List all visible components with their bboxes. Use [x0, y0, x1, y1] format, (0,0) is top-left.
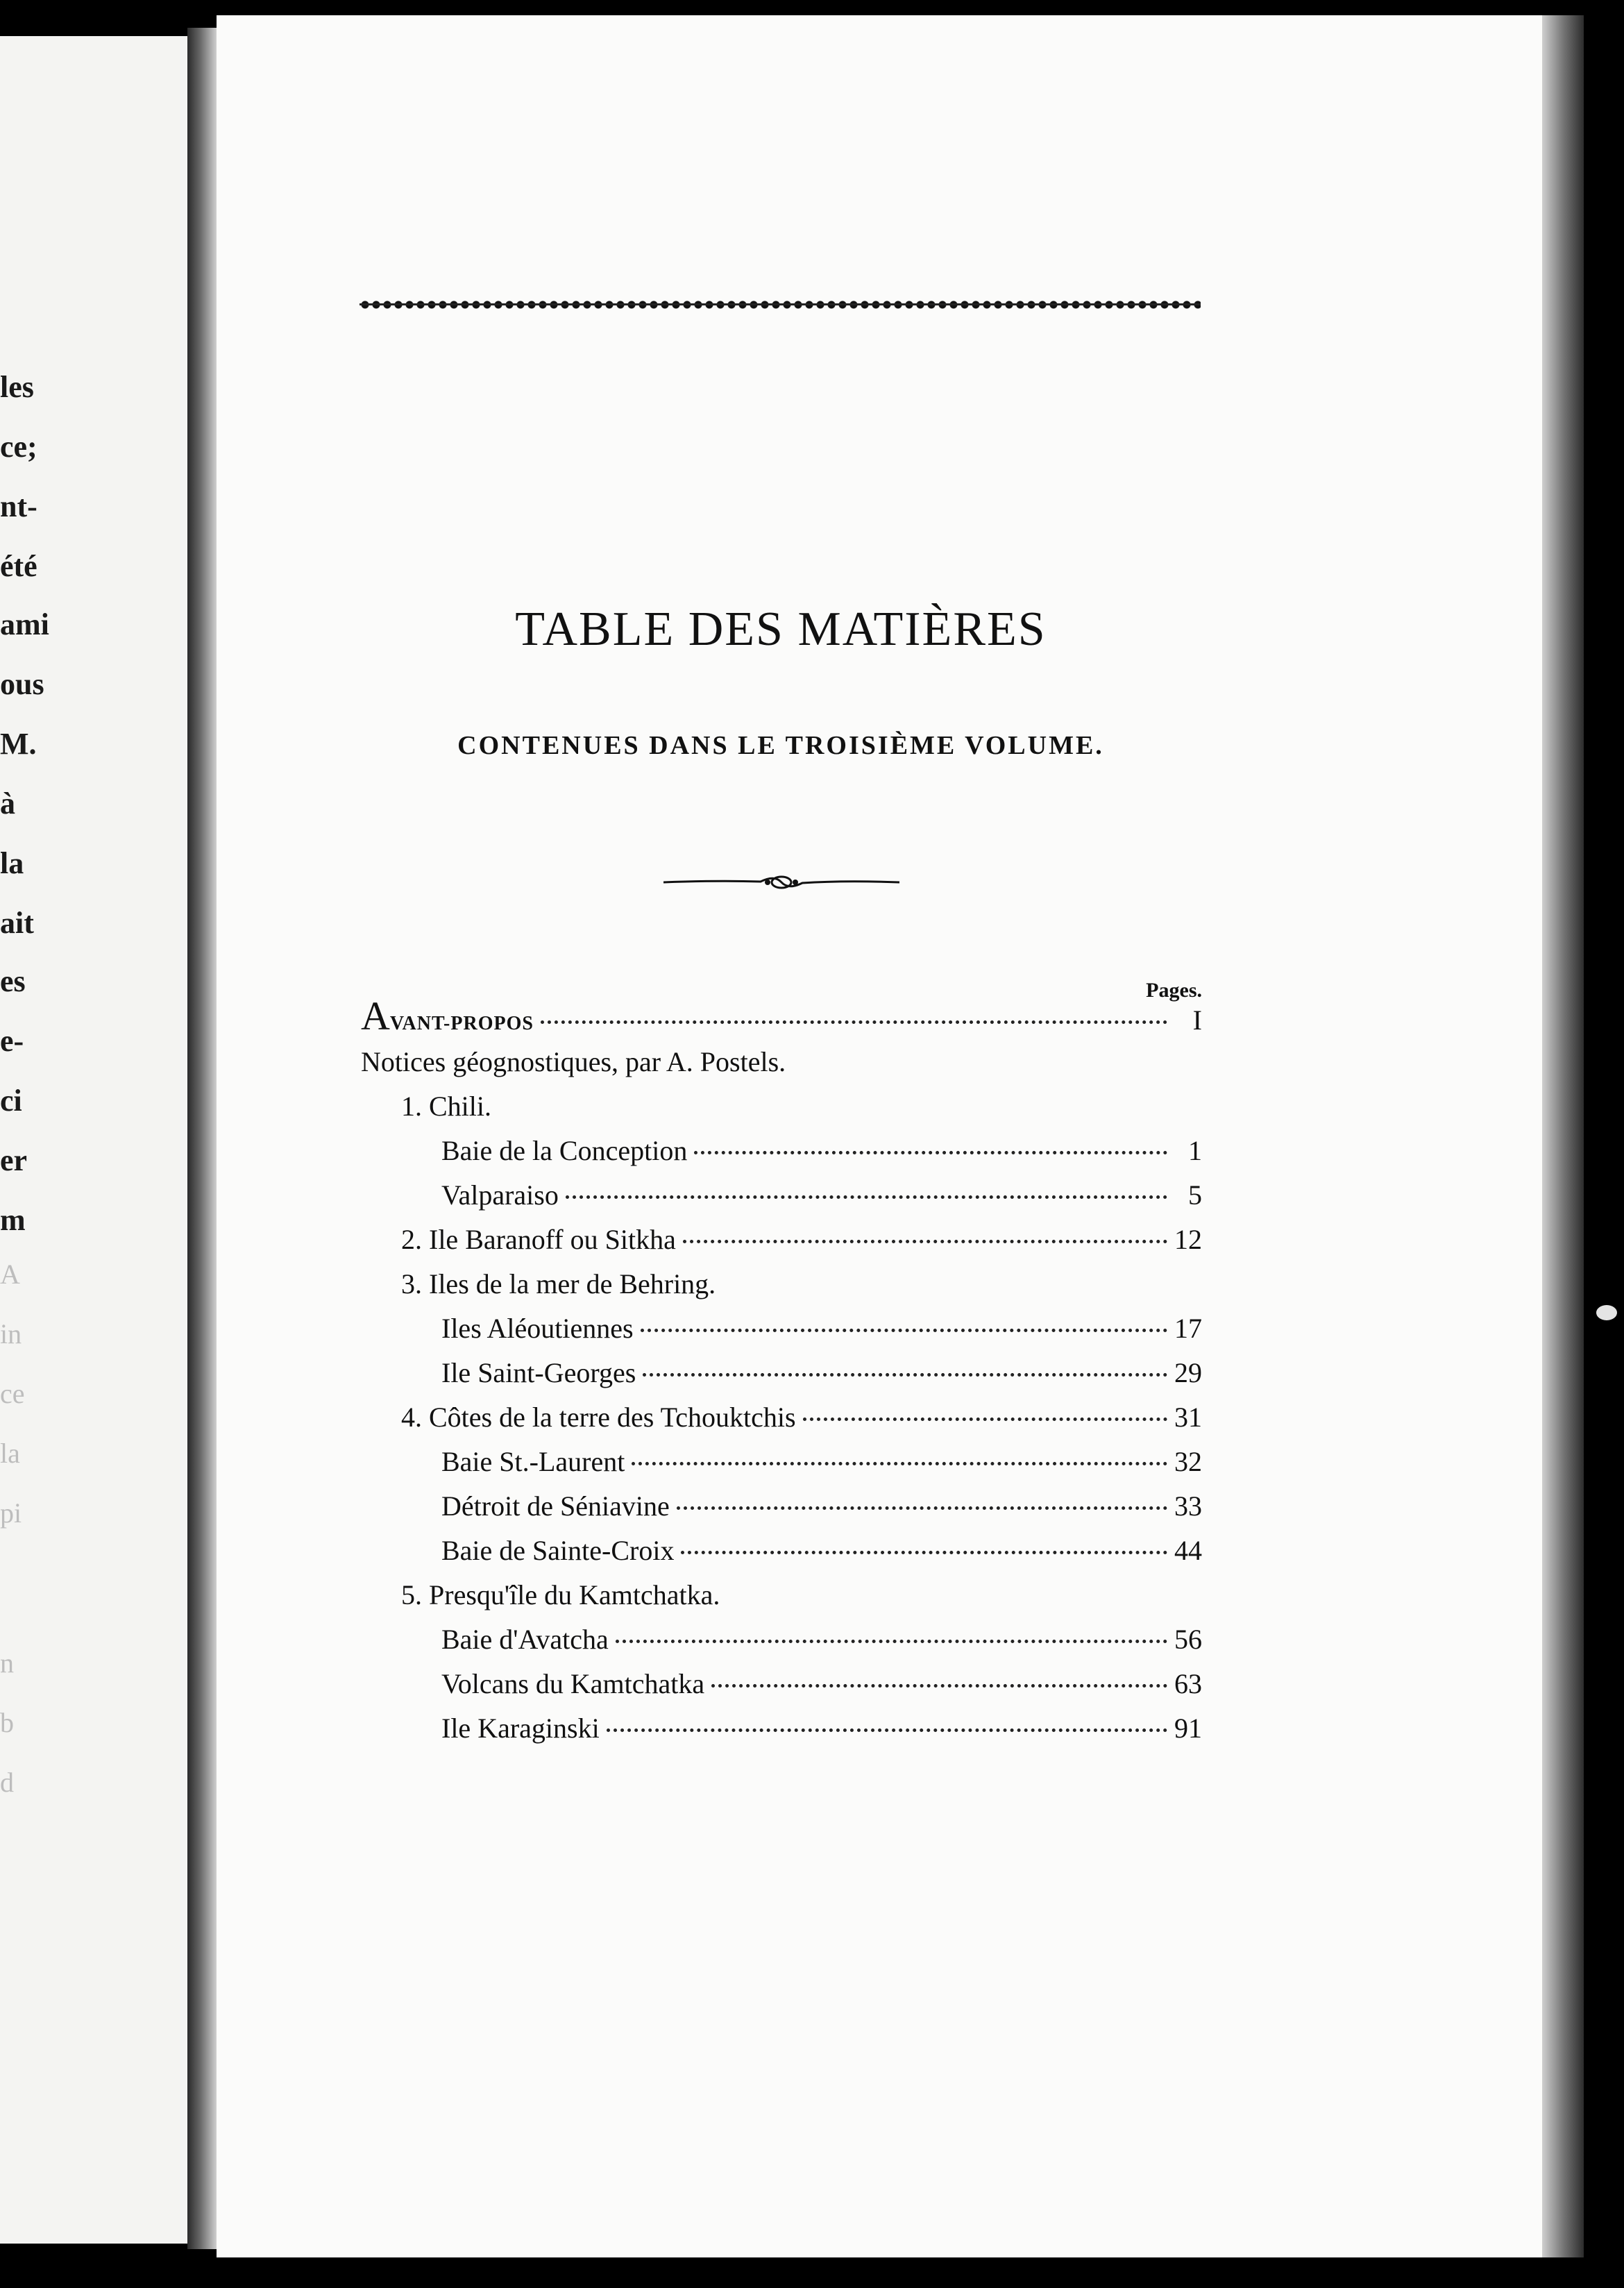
- toc-entry: [441, 1534, 1202, 1573]
- toc-entry-label: Détroit de Séniavine: [441, 1490, 670, 1522]
- toc-entry: [401, 1223, 1202, 1262]
- left-text-fragment: ce;: [0, 430, 37, 464]
- toc-entry: [441, 1179, 1202, 1218]
- section-number: 1.: [401, 1091, 422, 1122]
- left-text-fragment: ci: [0, 1084, 22, 1118]
- dot-leader: [607, 1728, 1167, 1732]
- toc-entry: [441, 1356, 1202, 1395]
- toc-page-number: 12: [1174, 1224, 1202, 1255]
- toc-entry-avant-propos: [361, 993, 1202, 1038]
- toc-entry: [441, 1490, 1202, 1529]
- toc-entry-label: Baie St.-Laurent: [441, 1446, 625, 1477]
- dot-leader: [711, 1684, 1167, 1688]
- toc-page-number: 63: [1174, 1668, 1202, 1699]
- toc-page-number: 31: [1174, 1402, 1202, 1433]
- left-text-fragment: ami: [0, 607, 49, 641]
- section-number: 4.: [401, 1402, 422, 1433]
- toc-numbered-heading: [401, 1090, 491, 1122]
- dot-leader: [683, 1240, 1167, 1243]
- left-text-fragment: e-: [0, 1024, 24, 1058]
- toc-page-number: I: [1192, 1004, 1202, 1036]
- toc-entry: [441, 1134, 1202, 1173]
- dot-leader: [643, 1373, 1167, 1377]
- left-text-fragment: ous: [0, 667, 44, 701]
- toc-entry-label: [401, 1401, 796, 1433]
- toc-entry: [441, 1623, 1202, 1662]
- left-ghost-fragment: n: [0, 1647, 14, 1679]
- toc-entry-label: [401, 1223, 676, 1256]
- left-ghost-fragment: in: [0, 1318, 22, 1349]
- left-text-fragment: nt-: [0, 489, 37, 523]
- toc-numbered-heading: [401, 1579, 720, 1611]
- section-title: Chili.: [429, 1091, 492, 1122]
- toc-entry-label: Valparaiso: [441, 1179, 559, 1211]
- dot-leader: [566, 1195, 1167, 1199]
- small-caps-text: VANT-PROPOS: [389, 1013, 534, 1034]
- dot-leader: [541, 1020, 1167, 1024]
- section-title: Ile Baranoff ou Sitkha: [429, 1224, 676, 1255]
- toc-entry-label: Baie de la Conception: [441, 1135, 688, 1166]
- dot-leader: [803, 1418, 1167, 1421]
- left-ghost-fragment: ce: [0, 1378, 25, 1409]
- dot-leader: [694, 1151, 1167, 1154]
- toc-entry: [441, 1312, 1202, 1351]
- pages-column-label: Pages.: [1146, 979, 1202, 1002]
- left-ghost-fragment: la: [0, 1438, 20, 1469]
- toc-entry: [441, 1445, 1202, 1484]
- toc-page-number: 56: [1174, 1624, 1202, 1655]
- toc-entry-label: Iles Aléoutiennes: [441, 1313, 634, 1344]
- dot-leader: [681, 1551, 1167, 1554]
- section-title: Iles de la mer de Behring.: [429, 1268, 716, 1299]
- toc-section-heading: Notices géognostiques, par A. Postels.: [361, 1046, 786, 1077]
- section-number: 3.: [401, 1268, 422, 1299]
- toc-page-number: 91: [1174, 1713, 1202, 1744]
- section-number: 5.: [401, 1579, 422, 1610]
- toc-entry-label: Volcans du Kamtchatka: [441, 1668, 705, 1699]
- section-number: 2.: [401, 1224, 422, 1255]
- left-text-fragment: M.: [0, 727, 37, 761]
- section-title: Presqu'île du Kamtchatka.: [429, 1579, 720, 1610]
- toc-entry-label: Baie d'Avatcha: [441, 1624, 609, 1655]
- left-text-fragment: à: [0, 786, 15, 821]
- toc-page-number: 17: [1174, 1313, 1202, 1344]
- left-text-fragment: m: [0, 1203, 26, 1237]
- toc-entry: [441, 1712, 1202, 1751]
- toc-page-number: 29: [1174, 1357, 1202, 1388]
- left-text-fragment: la: [0, 846, 24, 880]
- toc-page-number: 1: [1188, 1135, 1202, 1166]
- dot-leader: [641, 1329, 1167, 1332]
- left-text-fragment: er: [0, 1143, 28, 1177]
- dot-leader: [632, 1462, 1167, 1465]
- left-ghost-fragment: pi: [0, 1497, 22, 1529]
- left-text-fragment: ait: [0, 906, 34, 940]
- page-title: TABLE DES MATIÈRES: [515, 602, 1047, 656]
- left-ghost-fragment: b: [0, 1707, 14, 1738]
- toc-page-number: 32: [1174, 1446, 1202, 1477]
- left-text-fragment: été: [0, 549, 37, 583]
- dot-leader: [677, 1506, 1167, 1510]
- toc-entry-label: [361, 993, 534, 1039]
- section-title: Côtes de la terre des Tchouktchis: [429, 1402, 796, 1433]
- page-subtitle: CONTENUES DANS LE TROISIÈME VOLUME.: [457, 731, 1104, 760]
- toc-entry-label: Baie de Sainte-Croix: [441, 1535, 675, 1566]
- toc-page-number: 5: [1188, 1179, 1202, 1211]
- drop-initial: A: [361, 993, 390, 1038]
- toc-entry: [401, 1401, 1202, 1440]
- toc-page-number: 33: [1174, 1490, 1202, 1522]
- toc-numbered-heading: [401, 1268, 716, 1300]
- left-ghost-fragment: A: [0, 1259, 20, 1290]
- dot-leader: [616, 1640, 1167, 1643]
- toc-entry-label: Ile Saint-Georges: [441, 1357, 636, 1388]
- left-text-fragment: es: [0, 964, 26, 998]
- toc-page-number: 44: [1174, 1535, 1202, 1566]
- toc-entry: [441, 1667, 1202, 1706]
- left-ghost-fragment: d: [0, 1767, 14, 1798]
- toc-entry-label: Ile Karaginski: [441, 1713, 600, 1744]
- left-text-fragment: les: [0, 370, 34, 404]
